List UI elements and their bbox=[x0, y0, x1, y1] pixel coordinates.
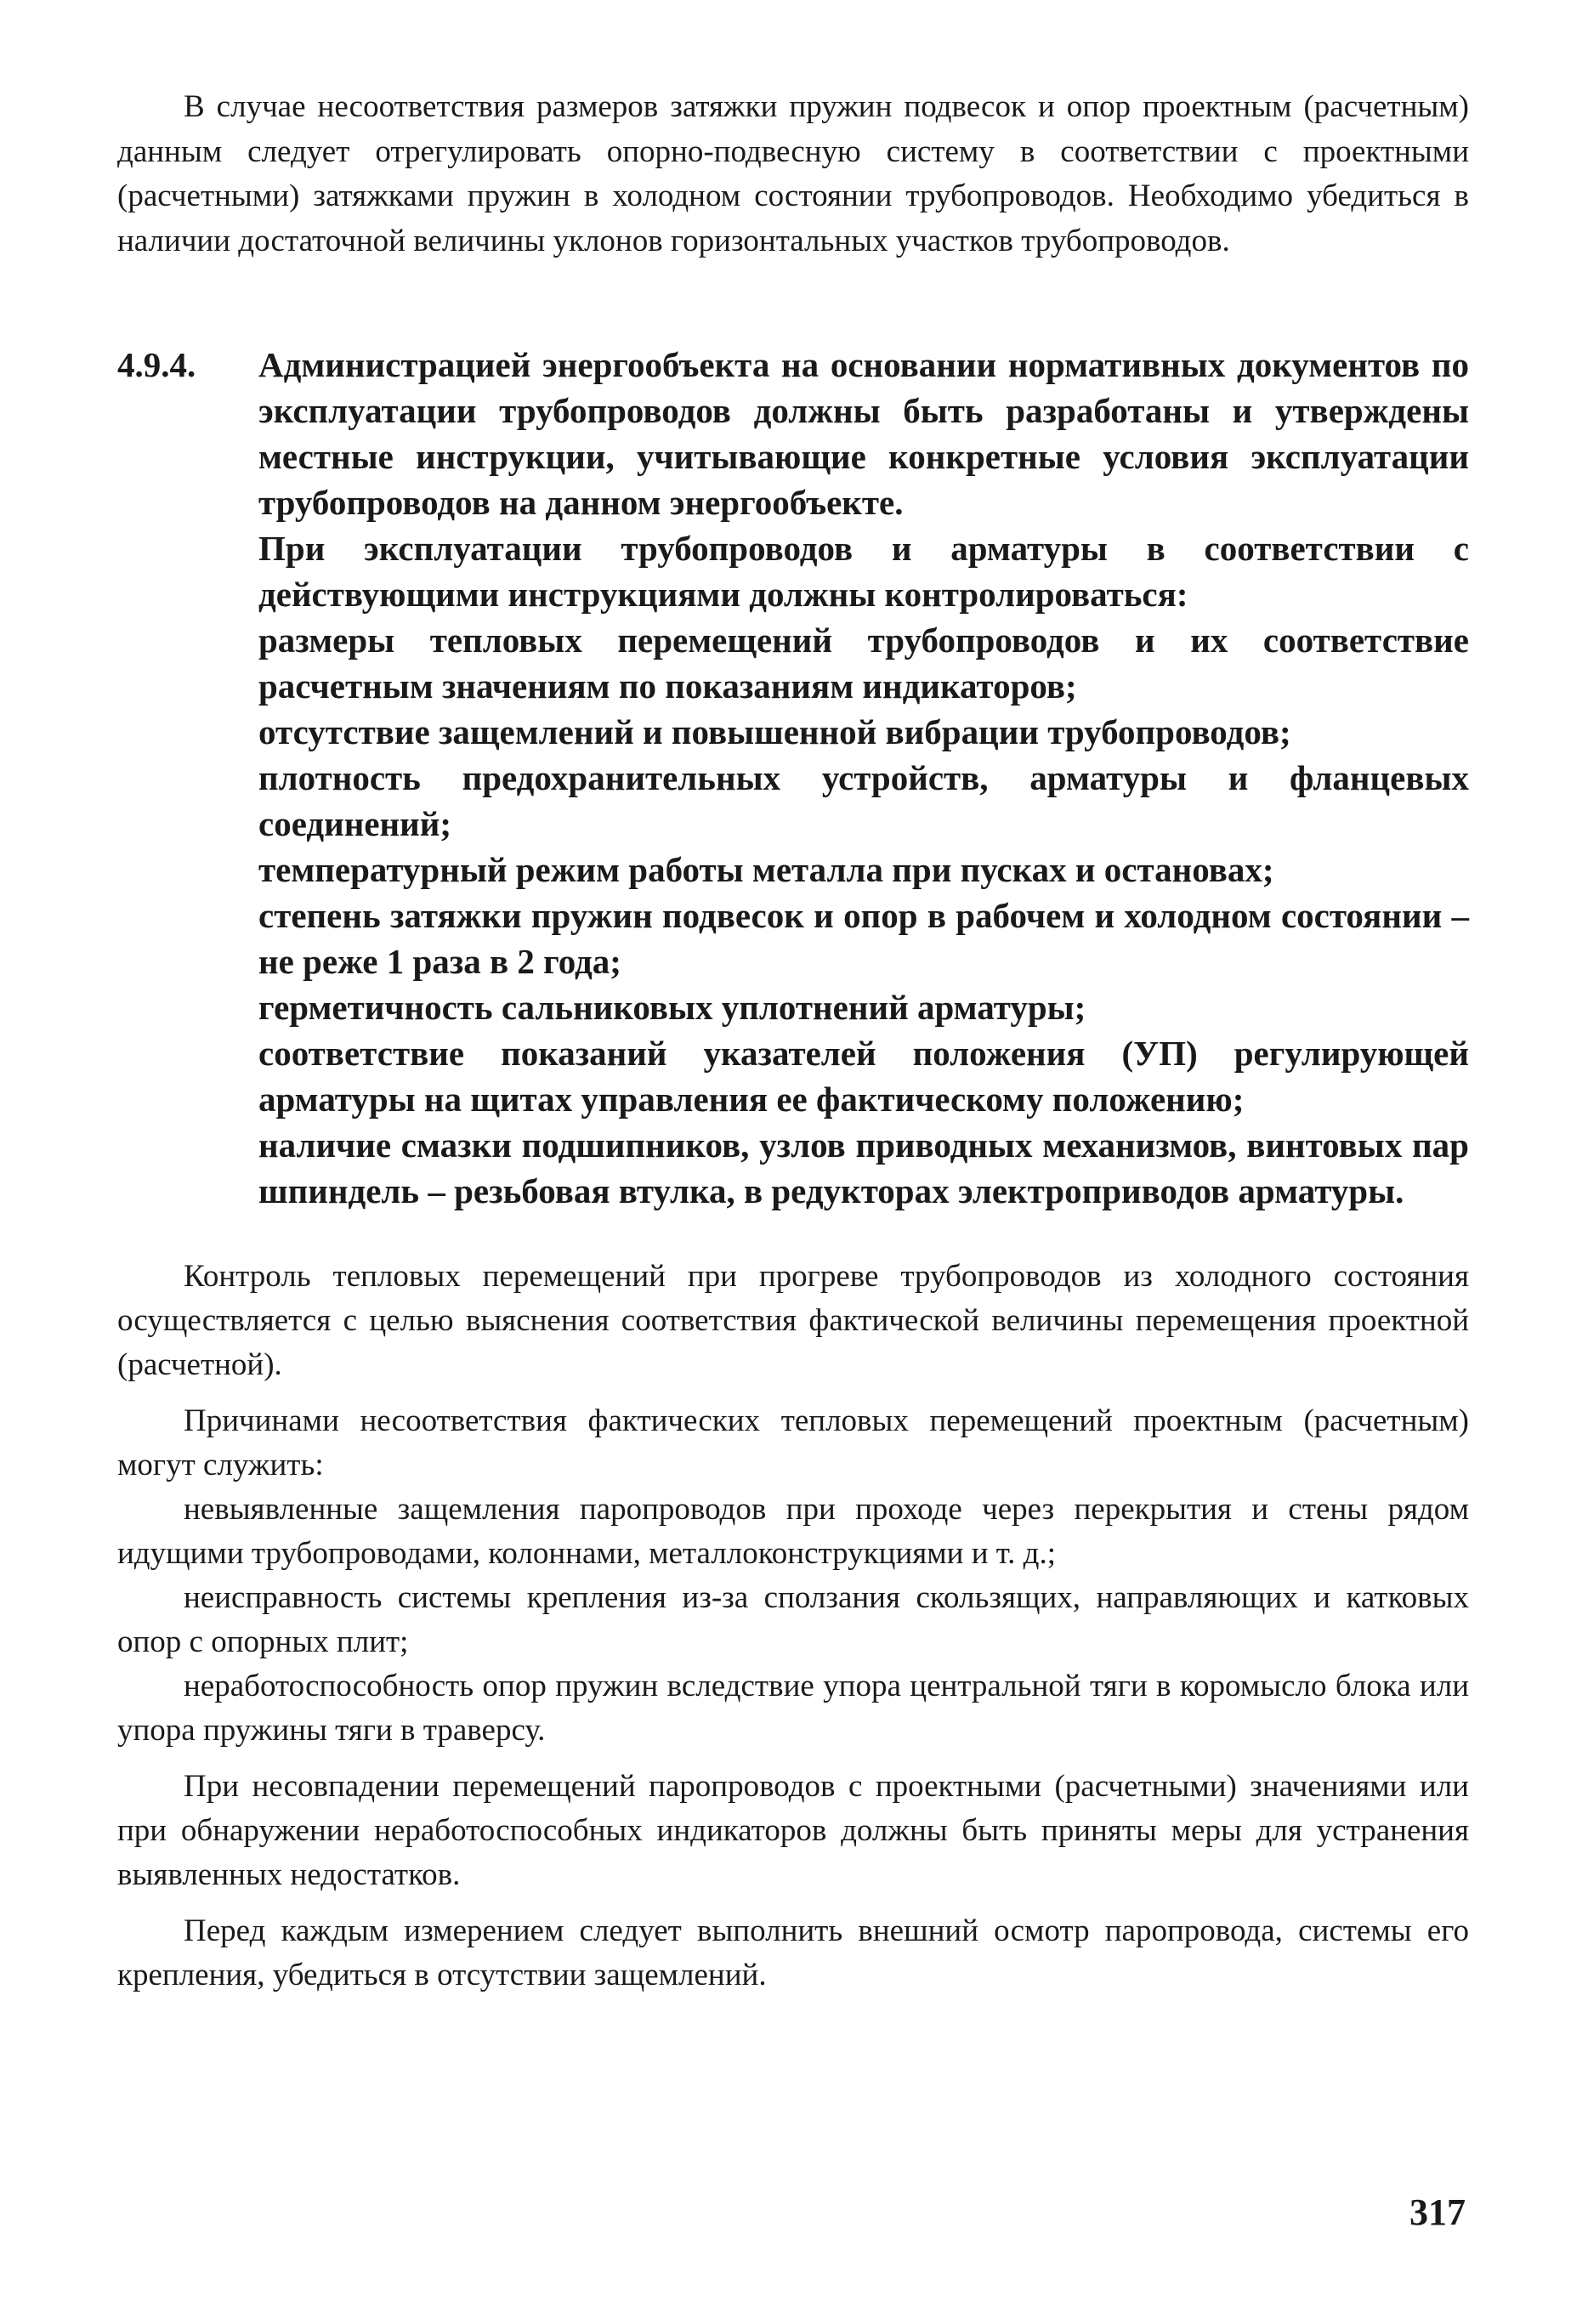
section-item: наличие смазки подшипников, узлов приводных механизмов, винтовых пар шпиндель – резьбовая втулка, в редукторах электроприводов арматуры. bbox=[258, 1125, 1469, 1210]
paragraph: При несовпадении перемещений паропроводов с проектными (расчетными) значениями или при обнаружении неработоспособных индикаторов должны быть приняты меры для устранения выявленных недостатков. bbox=[117, 1769, 1469, 1892]
section-item: При эксплуатации трубопроводов и арматуры в соответствии с действующими инструкциями должны контролироваться: bbox=[258, 529, 1469, 614]
paragraph: неработоспособность опор пружин вследствие упора центральной тяги в коромысло блока или упора пружины тяги в траверсу. bbox=[117, 1669, 1469, 1748]
section-item: размеры тепловых перемещений трубопроводов и их соответствие расчетным значениям по показаниям индикаторов; bbox=[258, 621, 1469, 706]
section-item: отсутствие защемлений и повышенной вибрации трубопроводов; bbox=[258, 712, 1291, 751]
section-4-9-4 bbox=[117, 342, 1469, 1214]
paragraph: неисправность системы крепления из-за сползания скользящих, направляющих и катковых опор с опорных плит; bbox=[117, 1580, 1469, 1659]
paragraph: Перед каждым измерением следует выполнить внешний осмотр паропровода, системы его крепления, убедиться в отсутствии защемлений. bbox=[117, 1913, 1469, 1992]
page-number: 317 bbox=[1409, 2191, 1466, 2233]
body-text bbox=[117, 1255, 1469, 1998]
section-item: степень затяжки пружин подвесок и опор в рабочем и холодном состоянии – не реже 1 раза в 2 года; bbox=[258, 896, 1469, 981]
section-number: 4.9.4. bbox=[117, 345, 196, 384]
page-content bbox=[117, 85, 1469, 1998]
section-item: температурный режим работы металла при пусках и остановах; bbox=[258, 850, 1274, 889]
section-item: соответствие показаний указателей положения (УП) регулирующей арматуры на щитах управления ее фактическому положению; bbox=[258, 1034, 1469, 1119]
paragraph: Контроль тепловых перемещений при прогреве трубопроводов из холодного состояния осуществляется с целью выяснения соответствия фактической величины перемещения проектной (расчетной). bbox=[117, 1259, 1469, 1382]
intro-paragraph: В случае несоответствия размеров затяжки пружин подвесок и опор проектным (расчетным) данным следует отрегулировать опорно-подвесную систему в соответствии с проектными (расчетными) затяжками пружин в холодном состоянии трубопроводов. Необходимо убедиться в наличии достаточной величины уклонов горизонтальных участков трубопроводов. bbox=[117, 89, 1469, 258]
paragraph: невыявленные защемления паропроводов при проходе через перекрытия и стены рядом идущими трубопроводами, колоннами, металлоконструкциями и т. д.; bbox=[117, 1492, 1469, 1571]
section-item: Администрацией энергообъекта на основании нормативных документов по эксплуатации трубопроводов должны быть разработаны и утверждены местные инструкции, учитывающие конкретные условия эксплуатации трубопроводов на данном энергообъекте. bbox=[258, 345, 1469, 522]
section-item: плотность предохранительных устройств, арматуры и фланцевых соединений; bbox=[258, 758, 1469, 843]
section-item: герметичность сальниковых уплотнений арматуры; bbox=[258, 988, 1086, 1027]
paragraph: Причинами несоответствия фактических тепловых перемещений проектным (расчетным) могут служить: bbox=[117, 1403, 1469, 1482]
section-body bbox=[258, 342, 1469, 1214]
